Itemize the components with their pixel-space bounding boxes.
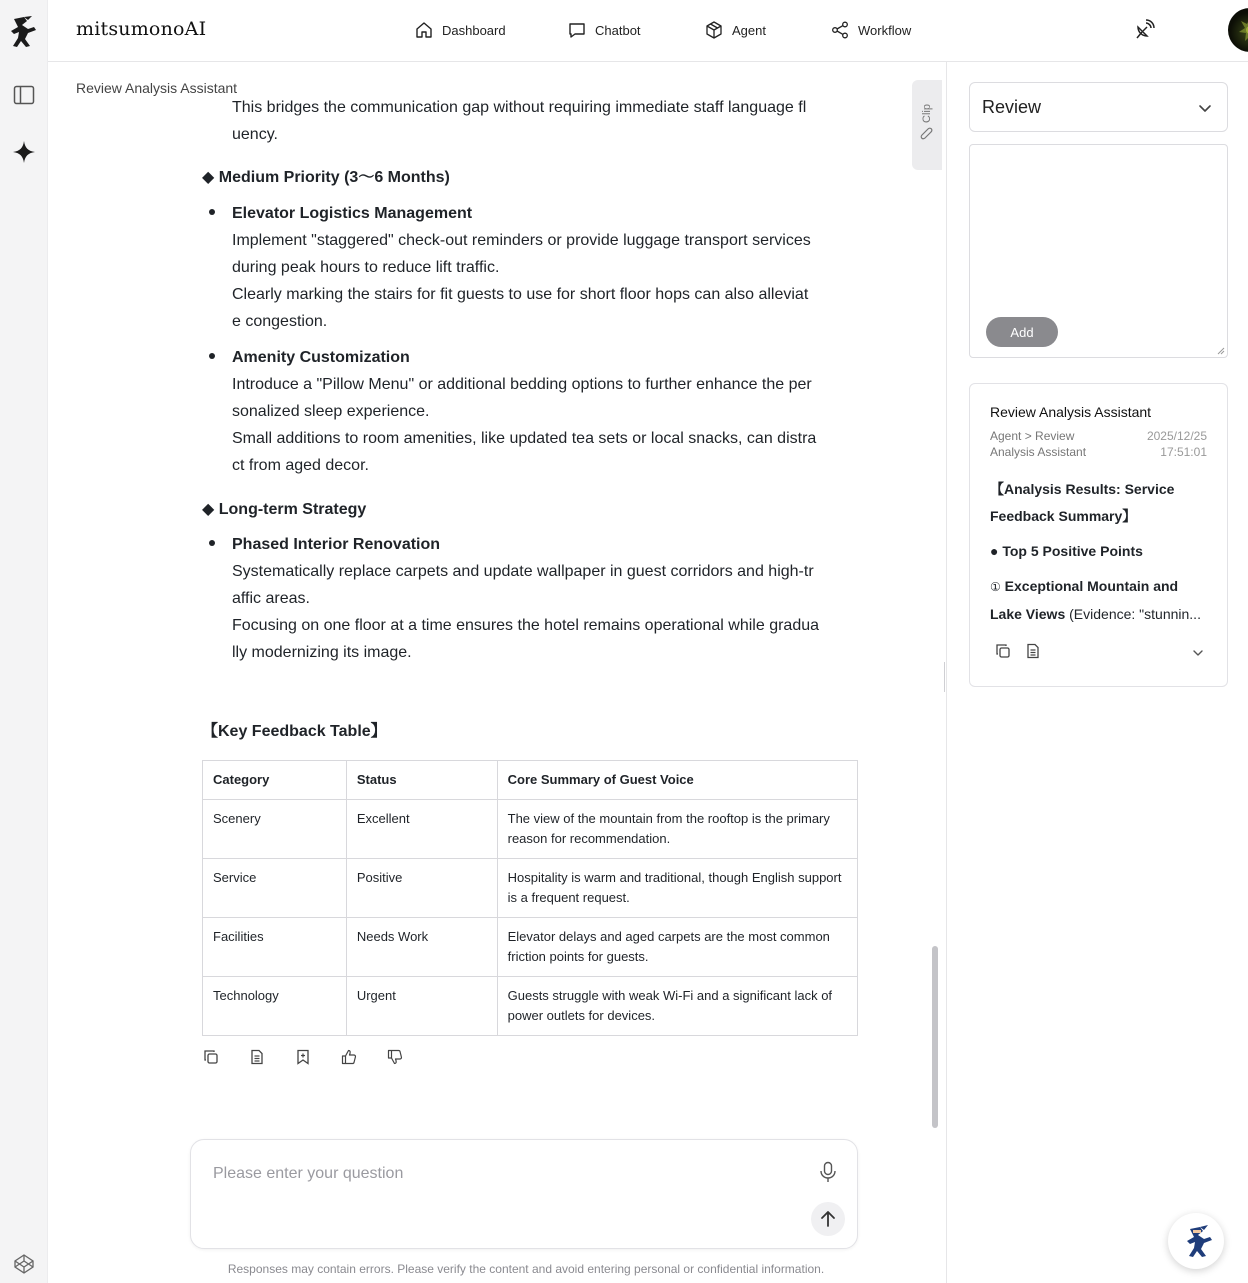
card-point xyxy=(990,573,1212,627)
table-cell: Hospitality is warm and traditional, though English support is a frequent request. xyxy=(497,859,857,918)
column-header: Core Summary of Guest Voice xyxy=(497,761,857,800)
document-icon[interactable] xyxy=(1024,642,1042,660)
thumbs-up-icon[interactable] xyxy=(340,1048,358,1066)
paragraph-line: ct from aged decor. xyxy=(232,457,369,474)
bullet-dot xyxy=(209,209,215,215)
thumbs-down-icon[interactable] xyxy=(386,1048,404,1066)
bullet-dot xyxy=(209,353,215,359)
paragraph-line: Introduce a "Pillow Menu" or additional bedding options to further enhance the per xyxy=(232,376,812,393)
category-select[interactable] xyxy=(969,82,1228,132)
card-time: 17:51:01 xyxy=(1160,445,1207,459)
table-cell: Facilities xyxy=(203,918,347,977)
brand-name[interactable]: mitsumonoAI xyxy=(76,18,207,40)
clip-tab[interactable] xyxy=(912,80,942,170)
cube-icon xyxy=(704,20,724,40)
table-row xyxy=(203,859,858,918)
add-button[interactable]: Add xyxy=(986,317,1058,347)
copy-icon[interactable] xyxy=(994,642,1012,660)
clip-card[interactable] xyxy=(969,383,1228,687)
table-cell: Urgent xyxy=(346,977,497,1036)
feedback-table xyxy=(202,760,858,1036)
table-title: 【Key Feedback Table】 xyxy=(202,723,387,740)
table-cell: Positive xyxy=(346,859,497,918)
chevron-down-icon[interactable] xyxy=(1191,646,1205,665)
chat-icon xyxy=(567,20,587,40)
chat-input-box xyxy=(190,1139,858,1249)
right-panel xyxy=(947,62,1248,1283)
nav-dashboard[interactable] xyxy=(414,18,506,42)
paragraph-line: affic areas. xyxy=(232,590,310,607)
column-header: Status xyxy=(346,761,497,800)
table-cell: Elevator delays and aged carpets are the most common friction points for guests. xyxy=(497,918,857,977)
table-row xyxy=(203,977,858,1036)
top-header xyxy=(48,0,1248,62)
table-row xyxy=(203,800,858,859)
bookmark-add-icon[interactable] xyxy=(294,1048,312,1066)
card-actions xyxy=(994,642,1042,660)
table-cell: Technology xyxy=(203,977,347,1036)
home-icon xyxy=(414,20,434,40)
card-subheading: ● Top 5 Positive Points xyxy=(990,543,1143,559)
section-heading-long-term: ◆ Long-term Strategy xyxy=(202,501,367,518)
memo-textarea[interactable] xyxy=(969,144,1228,358)
paragraph-line: uency. xyxy=(232,126,278,143)
left-rail xyxy=(0,0,48,1283)
paragraph-line: Implement "staggered" check-out reminders or provide luggage transport services xyxy=(232,232,811,249)
resize-grip-icon[interactable] xyxy=(1217,347,1225,355)
sparkle-icon[interactable] xyxy=(8,136,40,168)
paperclip-icon xyxy=(920,127,934,143)
section-heading-medium: ◆ Medium Priority (3〜6 Months) xyxy=(202,169,450,186)
breadcrumb: Review Analysis Assistant xyxy=(76,80,238,96)
card-point-prefix: ① xyxy=(990,580,1001,594)
nav-agent-label: Agent xyxy=(732,22,766,38)
send-button[interactable] xyxy=(811,1202,845,1236)
card-preview xyxy=(990,476,1212,627)
paragraph-line: Systematically replace carpets and update wallpaper in guest corridors and high-tr xyxy=(232,563,814,580)
column-header: Category xyxy=(203,761,347,800)
microphone-icon[interactable] xyxy=(817,1160,839,1184)
paragraph-line: This bridges the communication gap without requiring immediate staff language fl xyxy=(232,99,807,116)
table-cell: The view of the mountain from the rooftop is the primary reason for recommendation. xyxy=(497,800,857,859)
item-title: Elevator Logistics Management xyxy=(232,205,473,222)
paragraph-line: during peak hours to reduce lift traffic. xyxy=(232,259,500,276)
table-cell: Service xyxy=(203,859,347,918)
paragraph-line: e congestion. xyxy=(232,313,328,330)
arrow-up-icon xyxy=(820,1210,836,1228)
paragraph-line: Focusing on one floor at a time ensures the hotel remains operational while gradua xyxy=(232,617,820,634)
nav-dashboard-label: Dashboard xyxy=(442,22,506,38)
paragraph-line: Clearly marking the stairs for fit guests to use for short floor hops can also alleviat xyxy=(232,286,809,303)
chat-area xyxy=(48,62,944,1283)
ninja-mascot-icon xyxy=(1176,1221,1216,1261)
question-input[interactable] xyxy=(213,1160,773,1188)
table-cell: Needs Work xyxy=(346,918,497,977)
card-title: Review Analysis Assistant xyxy=(990,404,1152,420)
card-heading: 【Analysis Results: Service Feedback Summary】 xyxy=(990,481,1175,524)
clip-label: Clip xyxy=(921,104,933,123)
scrollbar-thumb[interactable] xyxy=(932,946,938,1128)
document-icon[interactable] xyxy=(248,1048,266,1066)
table-cell: Excellent xyxy=(346,800,497,859)
item-title: Phased Interior Renovation xyxy=(232,536,441,553)
ninja-logo-icon[interactable] xyxy=(8,16,40,48)
disclaimer-text: Responses may contain errors. Please verify the content and avoid entering personal or confidential information. xyxy=(227,1262,825,1276)
share-icon xyxy=(830,20,850,40)
table-header-row xyxy=(203,761,858,800)
card-timestamp xyxy=(1117,428,1207,460)
card-path: Agent > Review Analysis Assistant xyxy=(990,429,1087,459)
nav-chatbot[interactable] xyxy=(567,18,641,42)
sidebar-toggle-icon[interactable] xyxy=(8,79,40,111)
category-select-value: Review xyxy=(982,96,1042,117)
paragraph-line: Small additions to room amenities, like updated tea sets or local snacks, can distra xyxy=(232,430,817,447)
assistant-fab-button[interactable] xyxy=(1168,1213,1224,1269)
message-actions xyxy=(202,1048,404,1066)
user-avatar[interactable] xyxy=(1228,8,1248,52)
table-row xyxy=(203,918,858,977)
table-cell: Guests struggle with weak Wi-Fi and a significant lack of power outlets for devices. xyxy=(497,977,857,1036)
nav-workflow[interactable] xyxy=(830,18,911,42)
codepen-icon[interactable] xyxy=(8,1248,40,1280)
satellite-icon[interactable] xyxy=(1131,17,1157,43)
paragraph-line: lly modernizing its image. xyxy=(232,644,412,661)
item-title: Amenity Customization xyxy=(232,349,410,366)
table-cell: Scenery xyxy=(203,800,347,859)
bullet-dot xyxy=(209,540,215,546)
copy-icon[interactable] xyxy=(202,1048,220,1066)
nav-workflow-label: Workflow xyxy=(858,22,912,38)
card-point-title: Exceptional Mountain and Lake Views xyxy=(990,578,1179,622)
card-point-evidence: (Evidence: "stunnin... xyxy=(1069,606,1201,622)
nav-agent[interactable] xyxy=(704,18,766,42)
card-date: 2025/12/25 xyxy=(1146,429,1207,443)
chevron-down-icon xyxy=(1197,100,1213,116)
nav-chatbot-label: Chatbot xyxy=(595,22,641,38)
paragraph-line: sonalized sleep experience. xyxy=(232,403,430,420)
